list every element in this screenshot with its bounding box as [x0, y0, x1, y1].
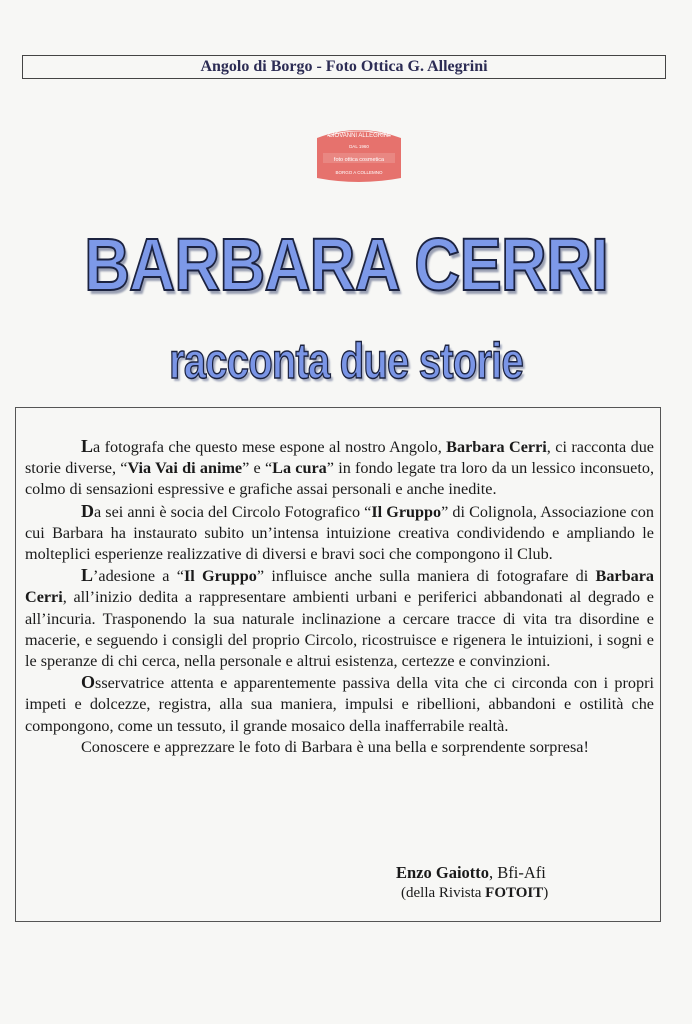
- dropcap: D: [81, 500, 94, 521]
- paragraph-3: [25, 565, 654, 672]
- paragraph-5: Conoscere e apprezzare le foto di Barbara è una bella e sorprendente sorpresa!: [81, 737, 589, 756]
- bold-run: Il Gruppo: [183, 567, 257, 586]
- text-run: , all’inizio dedita a rappresentare ambienti urbani e periferici abbandonati al degrado e all’incuria. Trasponendo la sua naturale inclinazione a cercare tracce di vita tra disordine e macerie, e seguendo i consigli del proprio Circolo, ricostruisce e rigenera le intuizioni, i sogni e le speranze di chi cerca, nella personale e altrui esistenza, certezze e convinzioni.: [25, 588, 654, 671]
- text-run: ): [543, 885, 549, 901]
- bold-run: Il Gruppo: [371, 502, 442, 521]
- logo-line3: foto ottica cosmetica: [333, 157, 385, 163]
- bold-run: Barbara Cerri: [25, 567, 654, 607]
- logo-line2: DAL 1960: [349, 144, 369, 149]
- bold-run: Via Vai di anime: [127, 459, 243, 478]
- bold-run: La cura: [272, 459, 327, 478]
- text-run: ” influisce anche sulla maniera di fotografare di: [256, 567, 596, 586]
- article-box: [15, 407, 661, 922]
- paragraph-4: [25, 672, 654, 737]
- text-run: ” in fondo legate tra loro da un lessico inconsueto, colmo di sensazioni espressive e grafiche assai personali e anche inedite.: [25, 459, 655, 499]
- signature-name: [396, 862, 546, 883]
- header-title: Angolo di Borgo - Foto Ottica G. Allegrini: [200, 58, 488, 75]
- dropcap: L: [81, 565, 94, 586]
- logo-line4: BORGO A COLLEMNO: [335, 170, 383, 175]
- author-title: , Bfi-Afi: [489, 863, 546, 882]
- logo-line1: GIOVANNI ALLEGRINI: [328, 133, 390, 139]
- main-title: BARBARA CERRI: [84, 223, 608, 306]
- signature-role: [401, 883, 548, 904]
- header-banner: [22, 55, 666, 79]
- text-run: ” di Colignola, Associazione con cui Barbara ha instaurato subito un’intensa intuizione creativa condividendo e ampliando le molteplici esperienze realizzative di diversi e bravi soci che compongono il Club.: [25, 502, 654, 564]
- paragraph-1: [25, 436, 654, 501]
- magazine-name: FOTOIT: [485, 885, 544, 901]
- text-run: ” e “: [242, 459, 273, 478]
- text-run: (della Rivista: [401, 885, 486, 901]
- paragraph-2: [25, 501, 654, 566]
- text-run: sservatrice attenta e apparentemente passiva della vita che ci circonda con i propri impeti e dolcezze, registra, alla sua maniera, impulsi e ribellioni, abbandoni e ostilità che compongono, come un tessuto, il grande mosaico della inafferrabile realtà.: [25, 674, 654, 735]
- text-run: , ci racconta due storie diverse, “: [25, 438, 654, 478]
- author-name: Enzo Gaiotto: [396, 863, 490, 882]
- allegrini-logo: [313, 126, 405, 184]
- dropcap: L: [81, 436, 94, 456]
- subtitle: racconta due storie: [169, 333, 523, 389]
- bold-run: Barbara Cerri: [446, 438, 547, 456]
- dropcap: O: [81, 672, 96, 693]
- text-run: a fotografa che questo mese espone al nostro Angolo,: [93, 438, 447, 456]
- text-run: ’adesione a “: [93, 567, 184, 586]
- text-run: a sei anni è socia del Circolo Fotografico “: [94, 502, 372, 521]
